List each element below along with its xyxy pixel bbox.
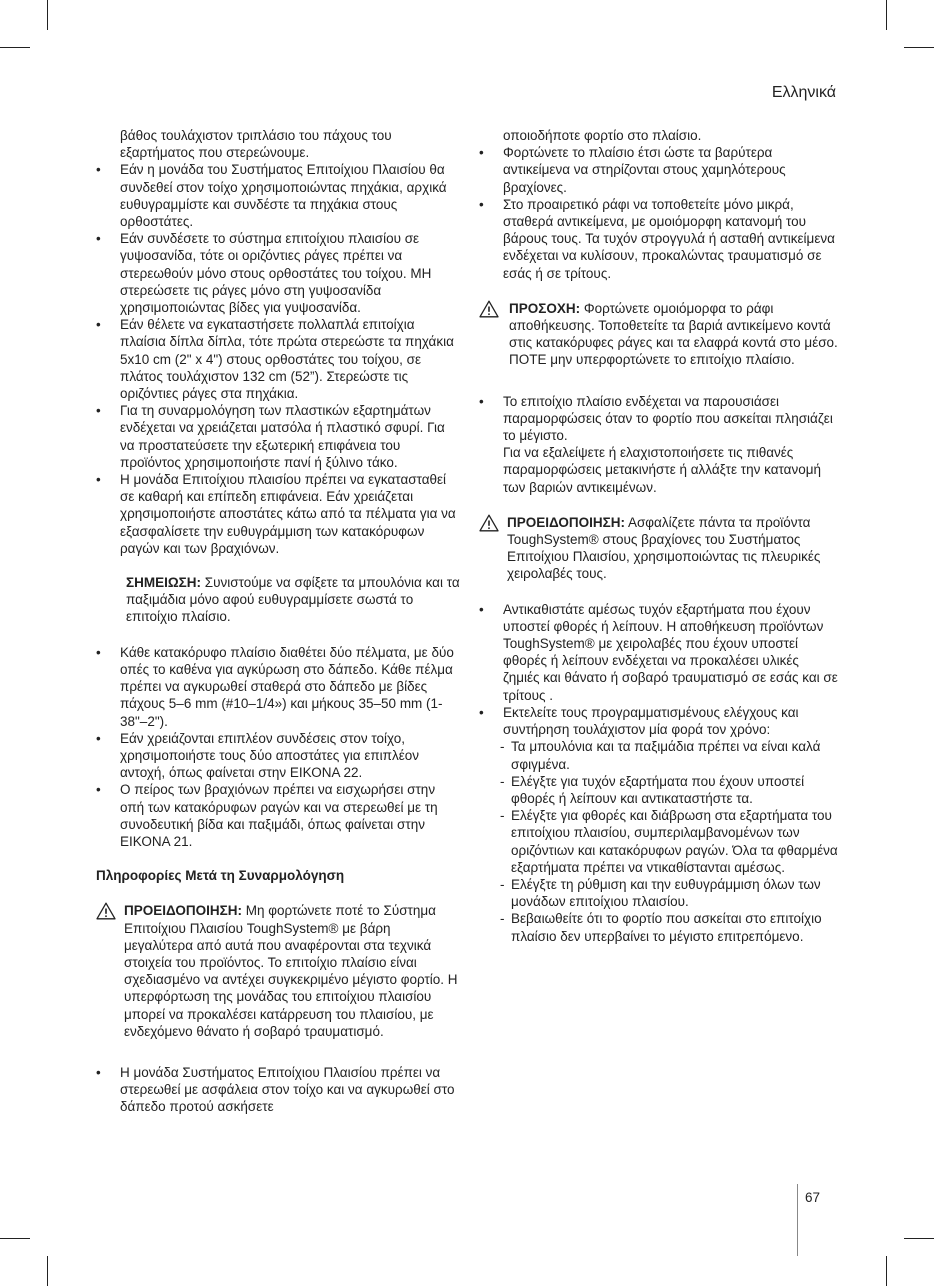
check-item	[479, 876, 839, 910]
language-label: Ελληνικά	[771, 84, 836, 101]
list-item	[96, 230, 462, 316]
warning-label: ΠΡΟΕΙΔΟΠΟΙΗΣΗ:	[124, 903, 242, 919]
list-item-text: Κάθε κατακόρυφο πλαίσιο διαθέτει δύο πέλματα, με δύο οπές το καθένα για αγκύρωση στο δάπεδο. Κάθε πέλμα πρέπει να αγκυρωθεί σταθερά στο δάπεδο με βίδες πάχους 5–6 mm (#10–1/4») και μήκους 35–50 mm (1-38"–2").	[120, 644, 454, 729]
crop-mark	[0, 47, 30, 48]
bullet-icon: •	[96, 231, 101, 247]
crop-mark	[886, 0, 887, 30]
list-item-text: Αντικαθιστάτε αμέσως τυχόν εξαρτήματα που έχουν υποστεί φθορές ή λείπουν. Η αποθήκευση προϊόντων ToughSystem® με χειρολαβές που έχουν υποστεί φθορές ή λείπουν ενδέχεται να προκαλέσει υλικές ζημιές και θάνατο ή σοβαρό τραυματισμό σε εσάς και σε τρίτους .	[503, 601, 838, 703]
list-item-text: Εάν η μονάδα του Συστήματος Επιτοίχιου Πλαισίου θα συνδεθεί στον τοίχο χρησιμοποιώντας πηχάκια, αρχικά ευθυγραμμίστε και συνδέστε τα πηχάκια στους ορθοστάτες.	[120, 162, 447, 230]
check-item-text: Ελέγξτε για φθορές και διάβρωση στα εξαρτήματα του επιτοίχιου πλαισίου, συμπεριλαμβανομένων των οριζόντιων και κατακόρυφων ραγών. Όλα τα φθαρμένα εξαρτήματα πρέπει να ντικαθίστανται αμέσως.	[511, 808, 838, 875]
check-item	[479, 773, 839, 807]
section-heading: Πληροφορίες Μετά τη Συναρμολόγηση	[96, 868, 345, 884]
note-text: Συνιστούμε να σφίξετε τα μπουλόνια και τα παξιμάδια μόνο αφού ευθυγραμμίσετε σωστά το επιτοίχιο πλαίσιο.	[126, 575, 460, 625]
list-item-text: Το επιτοίχιο πλαίσιο ενδέχεται να παρουσιάσει παραμορφώσεις όταν το φορτίο που ασκείται πλησιάζει το μέγιστο.	[503, 393, 833, 444]
list-item	[479, 196, 839, 282]
crop-mark	[47, 1256, 48, 1286]
list-item	[96, 1064, 462, 1116]
list-item-text: Ο πείρος των βραχιόνων πρέπει να εισχωρήσει στην οπή των κατακόρυφων ραγών και να στερεωθεί με τη συνοδευτική βίδα και παξιμάδι, όπως φαίνεται στην ΕΙΚΟΝΑ 21.	[120, 782, 438, 849]
note-block	[96, 574, 462, 626]
warning-icon	[96, 902, 116, 920]
list-item-text: Εάν συνδέσετε το σύστημα επιτοίχιου πλαισίου σε γυψοσανίδα, τότε οι οριζόντιες ράγες πρέπει να στερεωθούν μόνο στους ορθοστάτες του τοίχου. ΜΗ στερεώσετε τις ράγες μόνο στη γυψοσανίδα χρησιμοποιώντας βίδες για γυψοσανίδα.	[120, 231, 432, 316]
caution-block	[479, 300, 839, 369]
bullet-icon: •	[479, 145, 484, 161]
list-item-text: Στο προαιρετικό ράφι να τοποθετείτε μόνο μικρά, σταθερά αντικείμενα, με ομοιόμορφη κατανομή του βάρους τους. Τα τυχόν στρογγυλά ή ασταθή αντικείμενα ενδέχεται να κυλίσουν, προκαλώντας τραυματισμό σε εσάς ή σε τρίτους.	[503, 196, 835, 281]
list-item	[96, 402, 462, 471]
page-number: 67	[805, 1190, 821, 1205]
dash-icon: -	[500, 808, 505, 824]
bullet-icon: •	[479, 196, 484, 212]
caution-text: Φορτώνετε ομοιόμορφα το ράφι αποθήκευσης. Τοποθετείτε τα βαριά αντικείμενο κοντά στις κατακόρυφες ράγες και τα ελαφρά κοντά στο μέσο. ΠΟΤΕ μην υπερφορτώνετε το επιτοίχιο πλαίσιο.	[509, 300, 838, 368]
check-item	[479, 910, 839, 944]
warning-block	[96, 902, 462, 1040]
dash-icon: -	[500, 739, 505, 755]
check-item	[479, 738, 839, 772]
note-label: ΣΗΜΕΙΩΣΗ:	[126, 575, 202, 591]
list-item-text: Για τη συναρμολόγηση των πλαστικών εξαρτημάτων ενδέχεται να χρειάζεται ματσόλα ή πλαστικό σφυρί. Για να προστατεύσετε την εξωτερική επιφάνεια του προϊόντος χρησιμοποιήστε πανί ή ξύλινο τάκο.	[120, 403, 445, 470]
paragraph: βάθος τουλάχιστον τριπλάσιο του πάχους του εξαρτήματος που στερεώνουμε.	[120, 128, 392, 161]
page-number-rule	[797, 1184, 798, 1256]
bullet-icon: •	[96, 644, 101, 660]
list-item-text: Η μονάδα Συστήματος Επιτοίχιου Πλαισίου πρέπει να στερεωθεί με ασφάλεια στον τοίχο και να αγκυρωθεί στο δάπεδο προτού ασκήσετε	[120, 1064, 455, 1115]
warning-text: Μη φορτώνετε ποτέ το Σύστημα Επιτοίχιου Πλαισίου ToughSystem® με βάρη μεγαλύτερα από αυτά που αναφέρονται στα τεχνικά στοιχεία του προϊόντος. Το επιτοίχιο πλαίσιο είναι σχεδιασμένο να αντέχει συγκεκριμένο μέγιστο φορτίο. Η υπερφόρτωση της μονάδας του επιτοίχιου πλαισίου μπορεί να προκαλέσει κατάρρευση του πλαισίου, με ενδεχόμενο θάνατο ή σοβαρό τραυματισμό.	[124, 903, 458, 1039]
bullet-icon: •	[479, 393, 484, 409]
dash-icon: -	[500, 911, 505, 927]
crop-mark	[886, 1256, 887, 1286]
warning-icon	[479, 514, 499, 532]
warning-block	[479, 514, 839, 583]
list-item-text: Εκτελείτε τους προγραμματισμένους ελέγχους και συντήρηση τουλάχιστον μία φορά τον χρόνο:	[503, 704, 799, 738]
warning-text: Ασφαλίζετε πάντα τα προϊόντα ToughSystem® στους βραχίονες του Συστήματος Επιτοίχιου Πλαισίου, χρησιμοποιώντας τις πλευρικές χειρολαβές τους.	[507, 514, 821, 582]
paragraph: Για να εξαλείψετε ή ελαχιστοποιήσετε τις πιθανές παραμορφώσεις μετακινήστε ή αλλάξτε την κατανομή των βαριών αντικειμένων.	[503, 445, 821, 495]
caution-label: ΠΡΟΣΟΧΗ:	[509, 300, 581, 316]
list-item	[96, 161, 462, 230]
bullet-icon: •	[96, 730, 101, 746]
check-item-text: Βεβαιωθείτε ότι το φορτίο που ασκείται στο επιτοίχιο πλαίσιο δεν υπερβαίνει το μέγιστο επιτρεπόμενο.	[511, 911, 822, 944]
check-item-text: Ελέγξτε τη ρύθμιση και την ευθυγράμμιση όλων των μονάδων επιτοίχιου πλαισίου.	[511, 876, 821, 910]
bullet-icon: •	[96, 782, 101, 798]
crop-mark	[0, 1238, 30, 1239]
list-item	[96, 730, 462, 782]
list-item	[479, 144, 839, 196]
dash-icon: -	[500, 773, 505, 789]
list-item-text: Η μονάδα Επιτοίχιου πλαισίου πρέπει να εγκατασταθεί σε καθαρή και επίπεδη επιφάνεια. Εάν χρειάζεται χρησιμοποιήστε αποστάτες κάτω από τα πέλματα για να εξασφαλίσετε την ευθυγράμμιση των κατακόρυφων ραγών και των βραχιόνων.	[120, 472, 456, 556]
list-item	[96, 781, 462, 850]
list-item	[479, 601, 839, 704]
warning-label: ΠΡΟΕΙΔΟΠΟΙΗΣΗ:	[507, 514, 625, 530]
bullet-icon: •	[479, 601, 484, 617]
left-column	[96, 127, 462, 1116]
right-column	[479, 127, 839, 945]
crop-mark	[904, 47, 934, 48]
crop-mark	[904, 1238, 934, 1239]
list-item	[479, 704, 839, 738]
bullet-icon: •	[479, 704, 484, 720]
check-item-text: Τα μπουλόνια και τα παξιμάδια πρέπει να είναι καλά σφιγμένα.	[511, 739, 821, 772]
check-item	[479, 807, 839, 876]
bullet-icon: •	[96, 403, 101, 419]
paragraph: οποιοδήποτε φορτίο στο πλαίσιο.	[503, 128, 702, 143]
list-item	[96, 471, 462, 557]
list-item	[96, 644, 462, 730]
dash-icon: -	[500, 876, 505, 892]
caution-icon	[479, 300, 499, 318]
list-item-text: Εάν θέλετε να εγκαταστήσετε πολλαπλά επιτοίχια πλαίσια δίπλα δίπλα, τότε πρώτα στερεώστε τα πηχάκια 5x10 cm (2" x 4") στους ορθοστάτες του τοίχου, σε πλάτος τουλάχιστον 132 cm (52”). Στερεώστε τις οριζόντιες ράγες στα πηχάκια.	[120, 317, 454, 402]
bullet-icon: •	[96, 1064, 101, 1080]
bullet-icon: •	[96, 472, 101, 488]
crop-mark	[47, 0, 48, 30]
list-item	[479, 393, 839, 445]
list-item	[96, 316, 462, 402]
bullet-icon: •	[96, 317, 101, 333]
bullet-icon: •	[96, 162, 101, 178]
check-item-text: Ελέγξτε για τυχόν εξαρτήματα που έχουν υποστεί φθορές ή λείπουν και αντικαταστήστε τα.	[511, 773, 805, 806]
list-item-text: Φορτώνετε το πλαίσιο έτσι ώστε τα βαρύτερα αντικείμενα να στηρίζονται στους χαμηλότερους βραχίονες.	[503, 145, 786, 195]
list-item-text: Εάν χρειάζονται επιπλέον συνδέσεις στον τοίχο, χρησιμοποιήστε τους δύο αποστάτες για επιπλέον αντοχή, όπως φαίνεται στην ΕΙΚΟΝΑ 22.	[120, 730, 420, 781]
